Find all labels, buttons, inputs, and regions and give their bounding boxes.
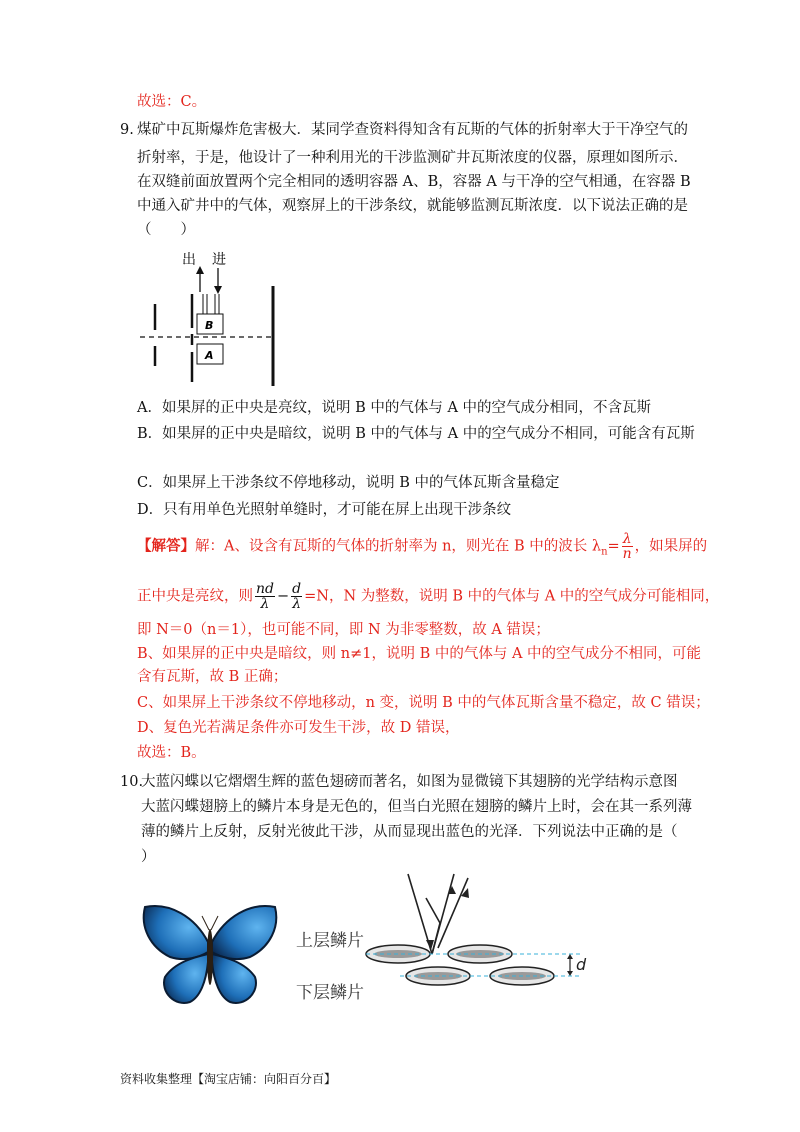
butterfly-body <box>207 929 213 985</box>
upper-right-wing <box>212 906 276 959</box>
in-label: 进 <box>212 252 226 268</box>
question-9-line-3: 在双缝前面放置两个完全相同的透明容器 A、B，容器 A 与干净的空气相通，在容器 B <box>137 174 691 190</box>
question-10-line-2: 大蓝闪蝶翅膀上的鳞片本身是无色的，但当白光照在翅膀的鳞片上时，会在其一系列薄 <box>141 799 692 815</box>
solution-line-6: C、如果屏上干涉条纹不停地移动，n 变，说明 B 中的气体瓦斯含量不稳定，故 C 错误； <box>137 695 710 711</box>
question-9-line-2: 折射率，于是，他设计了一种利用光的干涉监测矿井瓦斯浓度的仪器，原理如图所示． <box>137 150 688 166</box>
question-9-number: 9. <box>120 122 134 138</box>
solution-line-5: 含有瓦斯，故 B 正确； <box>137 669 288 685</box>
solution-line-1: 【解答】解：A、设含有瓦斯的气体的折射率为 n，则光在 B 中的波长 $\lambda_n=$ $\frac{\lambda}{n}$ ，如果屏的 <box>137 531 708 562</box>
fraction-lambda-over-n: $\frac{\lambda}{n}$ <box>622 531 632 562</box>
question-9-line-5: （ ） <box>137 222 195 238</box>
question-9-line-1: 煤矿中瓦斯爆炸危害极大．某同学查资料得知含有瓦斯的气体的折射率大于干净空气的 <box>137 122 688 138</box>
solution-line-3: 即 N＝0（n＝1），也可能不同，即 N 为非零整数，故 A 错误； <box>137 622 550 638</box>
d-label: d <box>576 955 587 974</box>
option-d: D．只有用单色光照射单缝时，才可能在屏上出现干涉条纹 <box>137 502 512 518</box>
question-10-line-3: 薄的鳞片上反射，反射光彼此干涉，从而显现出蓝色的光泽．下列说法中正确的是（ <box>141 824 678 840</box>
fraction-d-over-lambda: $\frac{d}{\lambda}$ <box>292 581 302 612</box>
previous-answer: 故选：C。 <box>137 94 207 110</box>
butterfly-image <box>140 902 280 1012</box>
question-10-line-4: ） <box>141 849 156 865</box>
option-c: C．如果屏上干涉条纹不停地移动，说明 B 中的气体瓦斯含量稳定 <box>137 475 560 491</box>
option-a: A．如果屏的正中央是亮纹，说明 B 中的气体与 A 中的空气成分相同，不含瓦斯 <box>137 400 652 416</box>
solution-line-7: D、复色光若满足条件亦可发生干涉，故 D 错误， <box>137 720 460 736</box>
lower-left-wing <box>164 954 208 1003</box>
lower-right-wing <box>212 954 256 1003</box>
solution-line-2: 正中央是亮纹，则 $\frac{nd}{\lambda}$ − $\frac{d}{\lambda}$ =N，N 为整数，说明 B 中的气体与 A 中的空气成分可能相同， <box>137 581 720 612</box>
upper-layer-label: 上层鳞片 <box>296 931 364 951</box>
reflected-ray-2 <box>426 898 440 923</box>
option-b: B．如果屏的正中央是暗纹，说明 B 中的气体与 A 中的空气成分不相同，可能含有瓦斯 <box>137 426 695 442</box>
solution-tag: 【解答】 <box>137 537 195 555</box>
question-10-number: 10. <box>120 774 144 790</box>
container-b-label: B <box>205 319 214 332</box>
solution-line-8: 故选：B。 <box>137 745 206 761</box>
page-footer: 资料收集整理【淘宝店铺：向阳百分百】 <box>120 1072 337 1086</box>
lower-layer-label: 下层鳞片 <box>296 983 364 1003</box>
container-a-label: A <box>205 349 214 362</box>
question-10-line-1: 大蓝闪蝶以它熠熠生辉的蓝色翅磅而著名，如图为显微镜下其翅膀的光学结构示意图 <box>141 774 678 790</box>
out-arrow-head <box>196 266 204 274</box>
out-label: 出 <box>182 252 196 268</box>
solution-line-4: B、如果屏的正中央是暗纹，则 n≠1，说明 B 中的气体与 A 中的空气成分不相同，可能 <box>137 646 702 662</box>
wing-scale-structure-diagram <box>290 868 610 1008</box>
upper-left-wing <box>144 906 208 959</box>
question-9-line-4: 中通入矿井中的气体，观察屏上的干涉条纹，就能够监测瓦斯浓度．以下说法正确的是 <box>137 198 688 214</box>
double-slit-diagram <box>140 242 290 392</box>
fraction-nd-over-lambda: $\frac{nd}{\lambda}$ <box>256 581 274 612</box>
in-arrow-head <box>214 286 222 294</box>
